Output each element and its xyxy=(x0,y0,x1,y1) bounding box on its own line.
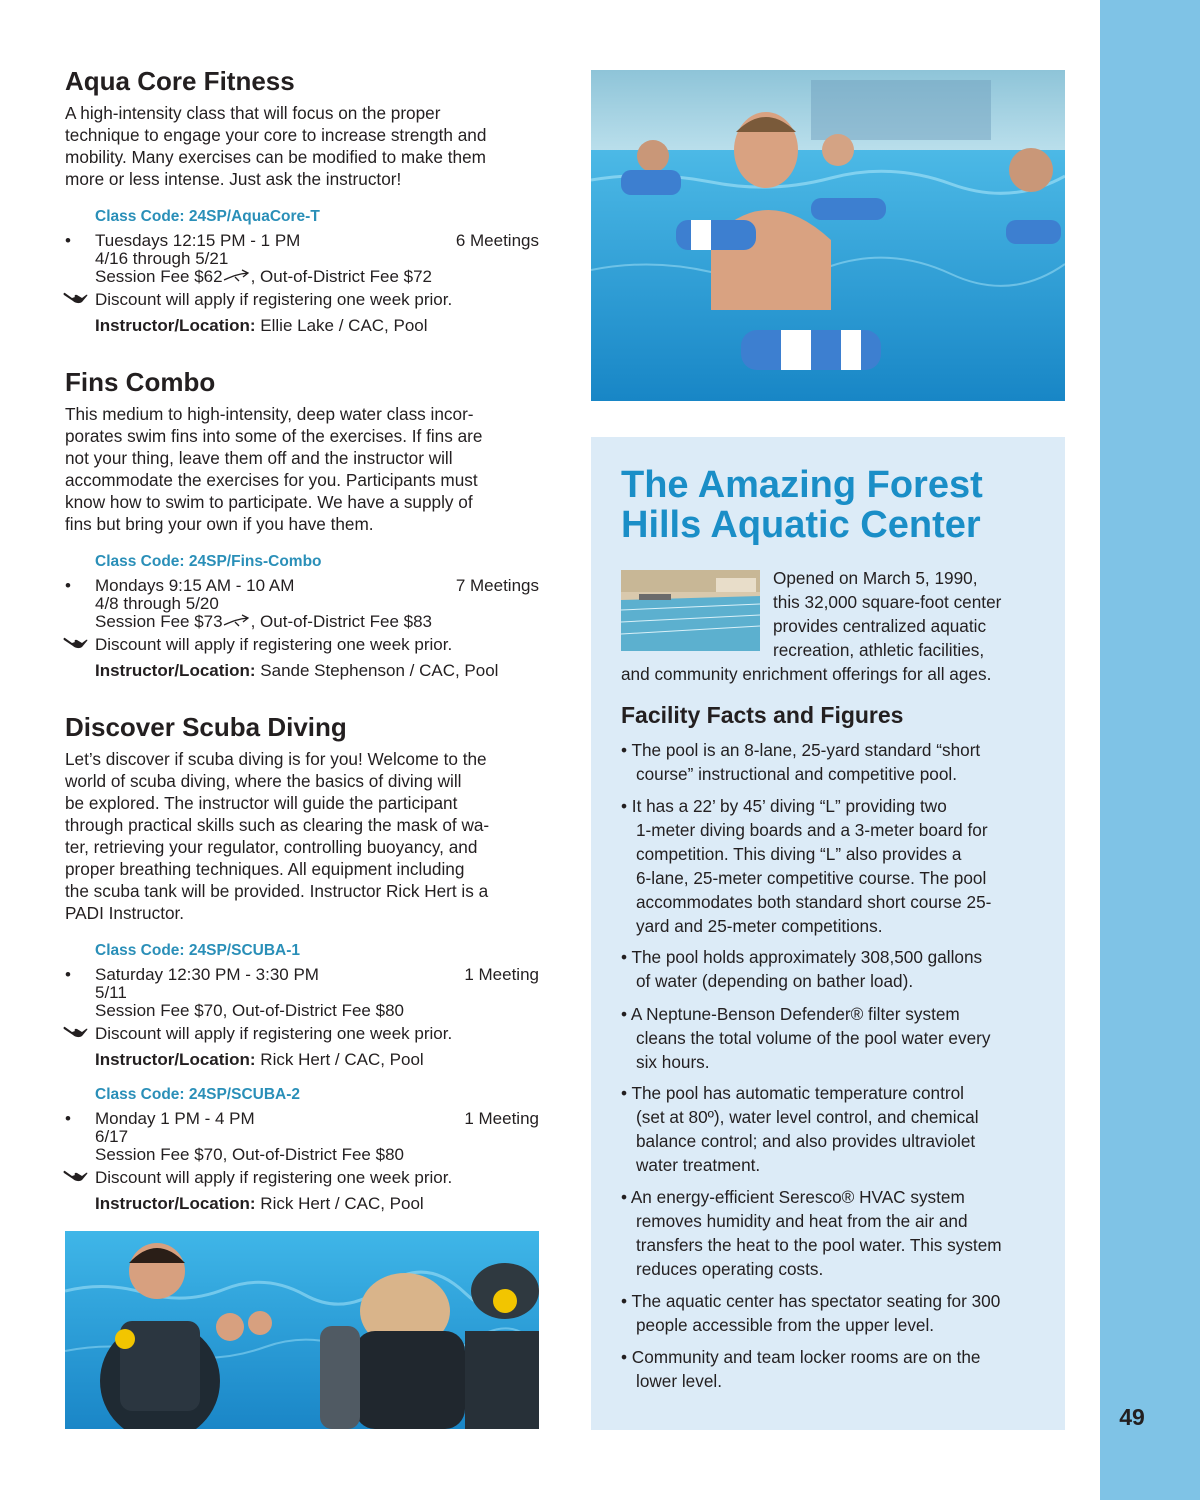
pointing-hand-icon xyxy=(63,1170,89,1188)
fact-line: lower level. xyxy=(636,1371,722,1391)
class-code: Class Code: 24SP/SCUBA-2 xyxy=(95,1086,301,1103)
class-description-aqua-core xyxy=(65,102,545,190)
meeting-count: 1 Meeting xyxy=(464,1109,539,1128)
session-fee: Session Fee $70, Out-of-District Fee $80 xyxy=(95,1001,404,1020)
description-line: fins but bring your own if you have them. xyxy=(65,514,374,534)
fact-line: (set at 80º), water level control, and chemical xyxy=(636,1107,979,1127)
description-line: mobility. Many exercises can be modified to make them xyxy=(65,147,486,167)
bullet-icon: • xyxy=(65,576,71,595)
instructor-location xyxy=(95,1194,424,1214)
intro-line: this 32,000 square-foot center xyxy=(773,592,1002,612)
pointing-hand-icon xyxy=(63,637,89,655)
fee-text: Session Fee $73 xyxy=(95,612,223,631)
discount-note: Discount will apply if registering one week prior. xyxy=(95,635,453,654)
instructor-location xyxy=(95,661,498,681)
class-description-fins-combo xyxy=(65,403,545,535)
description-line: This medium to high-intensity, deep water class incor- xyxy=(65,404,474,424)
description-line: technique to engage your core to increase strength and xyxy=(65,125,487,145)
instructor-location xyxy=(95,316,428,336)
fact-line: transfers the heat to the pool water. This system xyxy=(636,1235,1002,1255)
description-line: Let’s discover if scuba diving is for you! Welcome to the xyxy=(65,749,487,769)
fact-line: reduces operating costs. xyxy=(636,1259,824,1279)
description-line: proper breathing techniques. All equipment including xyxy=(65,859,465,879)
page-number: 49 xyxy=(1119,1404,1145,1430)
session-fee xyxy=(95,613,432,631)
panel-title xyxy=(621,465,983,545)
meeting-day-time: Tuesdays 12:15 PM - 1 PM xyxy=(95,231,301,250)
class-code: Class Code: 24SP/Fins-Combo xyxy=(95,553,322,570)
hand-drawn-arrow-icon xyxy=(223,614,251,628)
instructor-value: Rick Hert / CAC, Pool xyxy=(255,1050,424,1069)
meeting-count: 7 Meetings xyxy=(455,576,539,595)
instructor-value: Rick Hert / CAC, Pool xyxy=(255,1194,424,1213)
description-line: not your thing, leave them off and the instructor will xyxy=(65,448,453,468)
fact-line: six hours. xyxy=(636,1052,710,1072)
discount-note: Discount will apply if registering one week prior. xyxy=(95,1168,453,1187)
instructor-label: Instructor/Location: xyxy=(95,1194,256,1213)
description-line: ter, retrieving your regulator, controlling buoyancy, and xyxy=(65,837,478,857)
fact-line: people accessible from the upper level. xyxy=(636,1315,935,1335)
fact-line: • An energy-efficient Seresco® HVAC system xyxy=(621,1187,965,1207)
indoor-pool-photo xyxy=(621,570,760,651)
class-code: Class Code: 24SP/AquaCore-T xyxy=(95,208,320,225)
meeting-dates: 6/17 xyxy=(95,1127,129,1146)
instructor-location xyxy=(95,1050,424,1070)
fact-line: • It has a 22’ by 45’ diving “L” providing two xyxy=(621,796,947,816)
class-title-aqua-core: Aqua Core Fitness xyxy=(65,66,295,96)
fact-line: 6-lane, 25-meter competitive course. The pool xyxy=(636,868,987,888)
fact-line: • The pool holds approximately 308,500 gallons xyxy=(621,947,983,967)
meeting-day-time: Mondays 9:15 AM - 10 AM xyxy=(95,576,295,595)
fact-line: • The aquatic center has spectator seating for 300 xyxy=(621,1291,1001,1311)
meeting-dates: 4/16 through 5/21 xyxy=(95,249,229,268)
bullet-icon: • xyxy=(65,1109,71,1128)
fact-line: cleans the total volume of the pool water every xyxy=(636,1028,991,1048)
panel-intro xyxy=(773,566,1001,662)
fact-line: removes humidity and heat from the air and xyxy=(636,1211,968,1231)
intro-line: provides centralized aquatic xyxy=(773,616,987,636)
class-title-scuba: Discover Scuba Diving xyxy=(65,712,347,742)
fact-line: • The pool has automatic temperature control xyxy=(621,1083,964,1103)
fact-item xyxy=(621,945,1051,993)
fact-line: • The pool is an 8-lane, 25-yard standard “short xyxy=(621,740,981,760)
meeting-dates: 4/8 through 5/20 xyxy=(95,594,219,613)
instructor-value: Ellie Lake / CAC, Pool xyxy=(255,316,428,335)
scuba-divers-photo xyxy=(65,1231,539,1429)
meeting-count: 6 Meetings xyxy=(455,231,539,250)
intro-line: recreation, athletic facilities, xyxy=(773,640,985,660)
fact-item xyxy=(621,1345,1051,1393)
fact-item xyxy=(621,1002,1051,1074)
class-title-fins-combo: Fins Combo xyxy=(65,367,216,397)
panel-title-line: The Amazing Forest xyxy=(621,464,983,506)
hand-drawn-arrow-icon xyxy=(223,269,251,283)
bullet-icon: • xyxy=(65,965,71,984)
session-fee xyxy=(95,268,432,286)
side-color-strip xyxy=(1100,0,1200,1500)
fact-item xyxy=(621,1185,1051,1281)
description-line: accommodate the exercises for you. Participants must xyxy=(65,470,478,490)
description-line: through practical skills such as clearing the mask of wa- xyxy=(65,815,490,835)
description-line: know how to swim to participate. We have a supply of xyxy=(65,492,473,512)
instructor-value: Sande Stephenson / CAC, Pool xyxy=(255,661,499,680)
aqua-fitness-photo xyxy=(591,70,1065,401)
fact-line: competition. This diving “L” also provides a xyxy=(636,844,962,864)
intro-line: and community enrichment offerings for all ages. xyxy=(621,664,992,684)
class-description-scuba xyxy=(65,748,545,924)
facts-heading: Facility Facts and Figures xyxy=(621,702,904,728)
discount-note: Discount will apply if registering one week prior. xyxy=(95,1024,453,1043)
pointing-hand-icon xyxy=(63,292,89,310)
description-line: porates swim fins into some of the exercises. If fins are xyxy=(65,426,483,446)
fact-line: • Community and team locker rooms are on the xyxy=(621,1347,981,1367)
fact-line: • A Neptune-Benson Defender® filter system xyxy=(621,1004,960,1024)
instructor-label: Instructor/Location: xyxy=(95,1050,256,1069)
description-line: more or less intense. Just ask the instructor! xyxy=(65,169,402,189)
fact-item xyxy=(621,1081,1051,1177)
fact-item xyxy=(621,1289,1051,1337)
discount-note: Discount will apply if registering one week prior. xyxy=(95,290,453,309)
description-line: be explored. The instructor will guide the participant xyxy=(65,793,458,813)
fee-text-out-of-district: , Out-of-District Fee $72 xyxy=(250,267,432,286)
panel-title-line: Hills Aquatic Center xyxy=(621,504,981,546)
aquatic-center-panel xyxy=(591,437,1065,1430)
session-fee: Session Fee $70, Out-of-District Fee $80 xyxy=(95,1145,404,1164)
bullet-icon: • xyxy=(65,231,71,250)
fee-text: Session Fee $62 xyxy=(95,267,223,286)
fact-item xyxy=(621,794,1051,938)
description-line: world of scuba diving, where the basics of diving will xyxy=(65,771,462,791)
description-line: the scuba tank will be provided. Instructor Rick Hert is a xyxy=(65,881,489,901)
class-code: Class Code: 24SP/SCUBA-1 xyxy=(95,942,301,959)
fee-text-out-of-district: , Out-of-District Fee $83 xyxy=(250,612,432,631)
fact-line: accommodates both standard short course 25- xyxy=(636,892,992,912)
fact-line: water treatment. xyxy=(636,1155,761,1175)
meeting-count: 1 Meeting xyxy=(464,965,539,984)
meeting-day-time: Saturday 12:30 PM - 3:30 PM xyxy=(95,965,319,984)
meeting-dates: 5/11 xyxy=(95,983,127,1002)
fact-line: yard and 25-meter competitions. xyxy=(636,916,883,936)
fact-item xyxy=(621,738,1051,786)
intro-line: Opened on March 5, 1990, xyxy=(773,568,978,588)
fact-line: course” instructional and competitive pool. xyxy=(636,764,957,784)
fact-line: of water (depending on bather load). xyxy=(636,971,914,991)
pointing-hand-icon xyxy=(63,1026,89,1044)
description-line: A high-intensity class that will focus on the proper xyxy=(65,103,441,123)
meeting-day-time: Monday 1 PM - 4 PM xyxy=(95,1109,255,1128)
instructor-label: Instructor/Location: xyxy=(95,316,256,335)
description-line: PADI Instructor. xyxy=(65,903,185,923)
instructor-label: Instructor/Location: xyxy=(95,661,256,680)
fact-line: balance control; and also provides ultraviolet xyxy=(636,1131,976,1151)
fact-line: 1-meter diving boards and a 3-meter board for xyxy=(636,820,988,840)
